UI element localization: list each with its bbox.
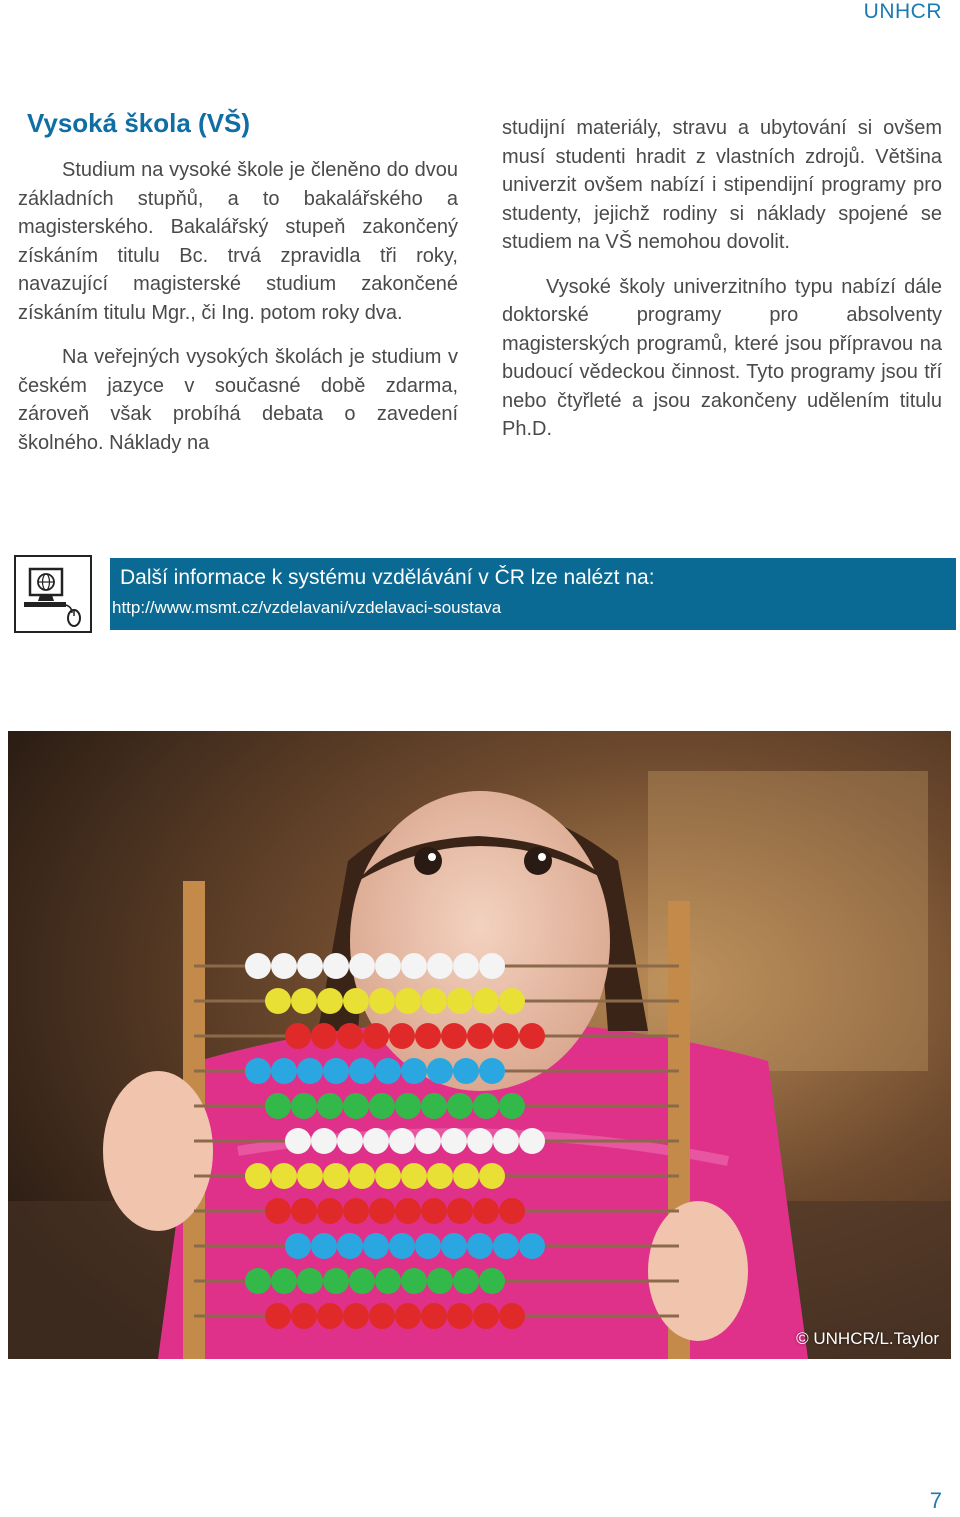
abacus-bead bbox=[499, 1093, 525, 1119]
info-banner bbox=[110, 558, 956, 630]
abacus-bead bbox=[265, 1303, 291, 1329]
abacus-bead bbox=[453, 1058, 479, 1084]
abacus-bead bbox=[369, 1303, 395, 1329]
abacus-bead bbox=[297, 1163, 323, 1189]
abacus-bead bbox=[297, 953, 323, 979]
abacus-bead bbox=[265, 1093, 291, 1119]
abacus-bead bbox=[375, 1058, 401, 1084]
abacus-bead bbox=[427, 1268, 453, 1294]
abacus-bead bbox=[271, 1268, 297, 1294]
abacus-bead bbox=[395, 988, 421, 1014]
abacus-bead bbox=[337, 1023, 363, 1049]
abacus-bead bbox=[291, 1198, 317, 1224]
abacus-bead bbox=[479, 1058, 505, 1084]
abacus-bead bbox=[311, 1233, 337, 1259]
abacus-bead bbox=[519, 1233, 545, 1259]
abacus-bead bbox=[337, 1128, 363, 1154]
abacus-bead bbox=[453, 953, 479, 979]
abacus-bead bbox=[401, 1058, 427, 1084]
abacus-bead bbox=[349, 1058, 375, 1084]
abacus-bead bbox=[349, 1268, 375, 1294]
abacus-bead bbox=[271, 953, 297, 979]
abacus-bead bbox=[363, 1233, 389, 1259]
abacus-bead bbox=[473, 1093, 499, 1119]
abacus-bead bbox=[317, 1198, 343, 1224]
paragraph: Studium na vysoké škole je členěno do dvou základních stupňů, a to bakalářského a magisterského. Bakalářský stupeň zakončený získáním titulu Bc. trvá zpravidla tři roky, navazující magisterské studium zakončené získáním titulu Mgr., či Ing. potom roky dva. bbox=[18, 159, 458, 324]
abacus-bead bbox=[245, 1163, 271, 1189]
abacus-bead bbox=[473, 1303, 499, 1329]
abacus-bead bbox=[427, 953, 453, 979]
abacus-bead bbox=[317, 988, 343, 1014]
abacus-bead bbox=[265, 988, 291, 1014]
paragraph: Na veřejných vysokých školách je studium v českém jazyce v současné době zdarma, zároveň však probíhá debata o zavedení školného. Náklady na bbox=[18, 346, 458, 454]
abacus-bead bbox=[389, 1233, 415, 1259]
abacus-bead bbox=[245, 953, 271, 979]
abacus-bead bbox=[427, 1058, 453, 1084]
abacus-bead bbox=[271, 1058, 297, 1084]
abacus-bead bbox=[285, 1233, 311, 1259]
section-title: Vysoká škola (VŠ) bbox=[27, 108, 251, 138]
abacus-bead bbox=[363, 1023, 389, 1049]
abacus-bead bbox=[401, 1163, 427, 1189]
abacus-bead bbox=[297, 1268, 323, 1294]
abacus-bead bbox=[441, 1128, 467, 1154]
abacus-bead bbox=[311, 1128, 337, 1154]
abacus-bead bbox=[421, 988, 447, 1014]
abacus-bead bbox=[245, 1268, 271, 1294]
abacus-bead bbox=[323, 1058, 349, 1084]
abacus-bead bbox=[323, 953, 349, 979]
paragraph: studijní materiály, stravu a ubytování si ovšem musí studenti hradit z vlastních zdrojů. Většina univerzit ovšem nabízí i stipendijní programy pro studenty, jejichž rodiny si náklady spojené se studiem na VŠ nemohou dovolit. bbox=[502, 117, 942, 253]
abacus-bead bbox=[323, 1268, 349, 1294]
abacus-bead bbox=[337, 1233, 363, 1259]
abacus-bead bbox=[447, 988, 473, 1014]
abacus-bead bbox=[441, 1023, 467, 1049]
abacus-bead bbox=[493, 1023, 519, 1049]
abacus-bead bbox=[343, 1093, 369, 1119]
abacus-bead bbox=[369, 1198, 395, 1224]
abacus-bead bbox=[441, 1233, 467, 1259]
abacus-bead bbox=[473, 988, 499, 1014]
abacus-bead bbox=[291, 1093, 317, 1119]
abacus-bead bbox=[323, 1163, 349, 1189]
abacus-bead bbox=[401, 1268, 427, 1294]
computer-mouse-globe-icon bbox=[14, 555, 92, 633]
abacus-bead bbox=[447, 1303, 473, 1329]
abacus-bead bbox=[473, 1198, 499, 1224]
abacus-bead bbox=[297, 1058, 323, 1084]
abacus-bead bbox=[519, 1128, 545, 1154]
abacus-bead bbox=[311, 1023, 337, 1049]
abacus-bead bbox=[349, 1163, 375, 1189]
abacus-bead bbox=[265, 1198, 291, 1224]
abacus-bead bbox=[415, 1023, 441, 1049]
abacus-bead bbox=[375, 1268, 401, 1294]
header-brand: UNHCR bbox=[863, 0, 942, 23]
abacus-bead bbox=[479, 953, 505, 979]
photo-credit: © UNHCR/L.Taylor bbox=[796, 1329, 939, 1348]
abacus-bead bbox=[421, 1198, 447, 1224]
abacus-bead bbox=[317, 1303, 343, 1329]
abacus-bead bbox=[395, 1198, 421, 1224]
abacus-bead bbox=[349, 953, 375, 979]
abacus-bead bbox=[389, 1128, 415, 1154]
abacus-bead bbox=[467, 1023, 493, 1049]
abacus-bead bbox=[427, 1163, 453, 1189]
abacus-bead bbox=[479, 1268, 505, 1294]
page-number: 7 bbox=[929, 1488, 942, 1513]
info-title: Další informace k systému vzdělávání v ČR lze nalézt na: bbox=[120, 566, 655, 589]
abacus-bead bbox=[363, 1128, 389, 1154]
abacus-bead bbox=[499, 1303, 525, 1329]
left-column bbox=[18, 156, 458, 473]
abacus-bead bbox=[343, 1303, 369, 1329]
info-link[interactable]: http://www.msmt.cz/vzdelavani/vzdelavaci-soustava bbox=[112, 598, 502, 617]
abacus-bead bbox=[375, 953, 401, 979]
abacus-bead bbox=[415, 1128, 441, 1154]
abacus-bead bbox=[467, 1233, 493, 1259]
abacus-bead bbox=[519, 1023, 545, 1049]
paragraph: Vysoké školy univerzitního typu nabízí dále doktorské programy pro absolventy magisterských programů, které jsou přípravou na budoucí vědeckou činnost. Tyto programy jsou tří nebo čtyřleté a jsou zakončeny udělením titulu Ph.D. bbox=[502, 275, 942, 440]
abacus-bead bbox=[285, 1023, 311, 1049]
abacus-bead bbox=[375, 1163, 401, 1189]
abacus-bead bbox=[447, 1198, 473, 1224]
abacus-bead bbox=[369, 988, 395, 1014]
abacus-bead bbox=[421, 1303, 447, 1329]
photo-illustration bbox=[8, 731, 951, 1359]
abacus-bead bbox=[343, 1198, 369, 1224]
abacus-bead bbox=[453, 1163, 479, 1189]
abacus-bead bbox=[271, 1163, 297, 1189]
abacus-bead bbox=[493, 1128, 519, 1154]
abacus-bead bbox=[291, 1303, 317, 1329]
abacus-bead bbox=[499, 988, 525, 1014]
abacus-bead bbox=[453, 1268, 479, 1294]
abacus-bead bbox=[421, 1093, 447, 1119]
abacus-bead bbox=[395, 1303, 421, 1329]
right-column bbox=[502, 114, 942, 460]
child-with-abacus-photo bbox=[8, 731, 951, 1359]
abacus-bead bbox=[499, 1198, 525, 1224]
abacus-bead bbox=[395, 1093, 421, 1119]
abacus-bead bbox=[285, 1128, 311, 1154]
abacus-bead bbox=[291, 988, 317, 1014]
abacus-bead bbox=[467, 1128, 493, 1154]
abacus-bead bbox=[369, 1093, 395, 1119]
abacus-bead bbox=[479, 1163, 505, 1189]
abacus-bead bbox=[389, 1023, 415, 1049]
abacus-bead bbox=[447, 1093, 473, 1119]
abacus-bead bbox=[343, 988, 369, 1014]
abacus-bead bbox=[415, 1233, 441, 1259]
abacus-bead bbox=[493, 1233, 519, 1259]
abacus-bead bbox=[317, 1093, 343, 1119]
abacus-bead bbox=[245, 1058, 271, 1084]
abacus-bead bbox=[401, 953, 427, 979]
